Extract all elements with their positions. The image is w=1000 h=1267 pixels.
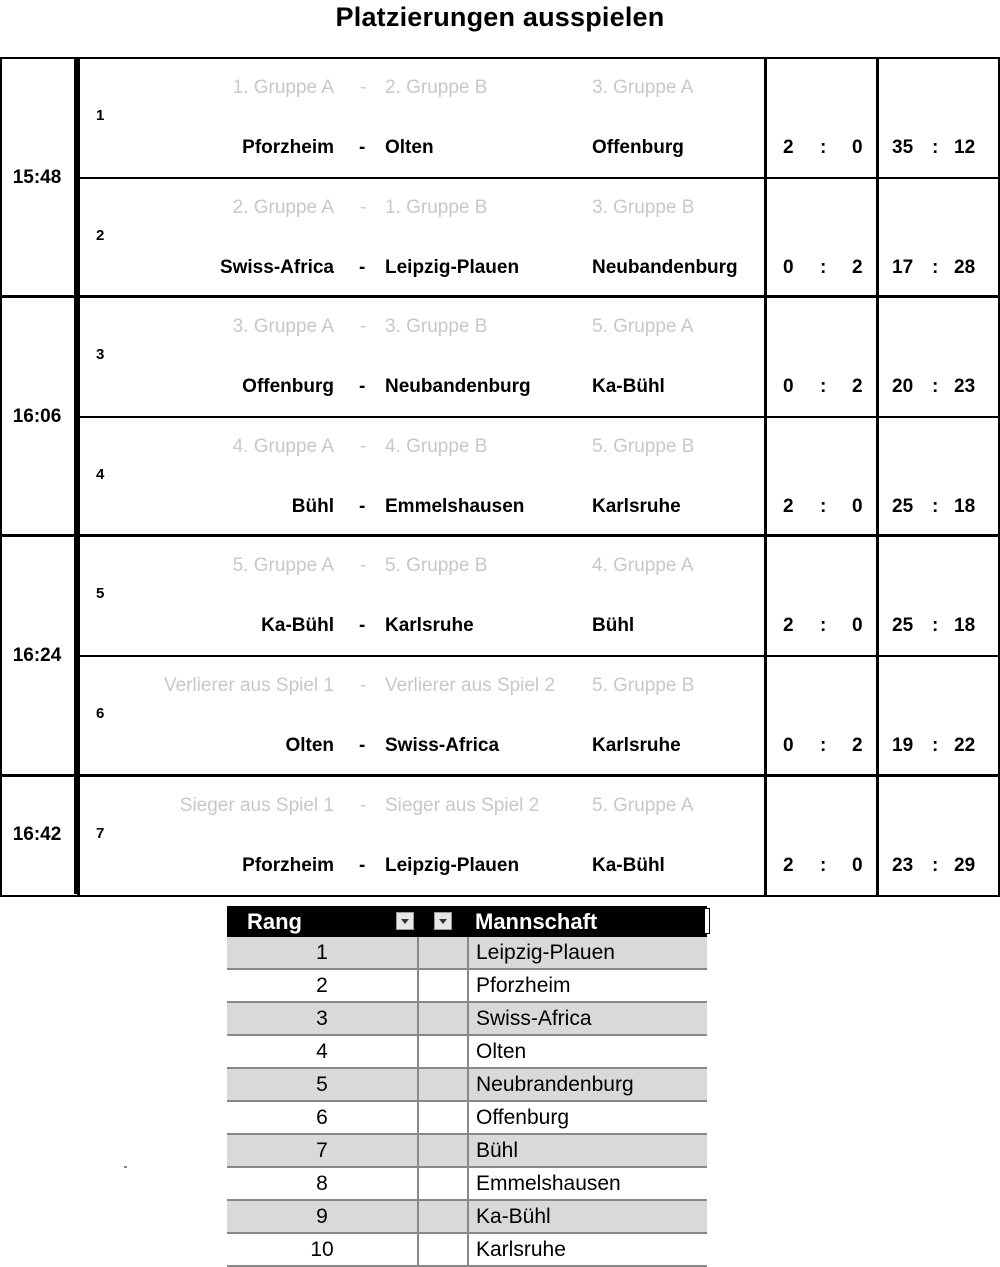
- blank-cell: [418, 1134, 468, 1167]
- blank-cell: [418, 969, 468, 1002]
- sets-away: 2: [852, 376, 863, 398]
- sets-home: 2: [783, 854, 794, 876]
- placeholder-dash: -: [360, 435, 367, 457]
- referee-team: Bühl: [592, 615, 635, 637]
- game-row: [80, 535, 998, 653]
- home-team: Bühl: [291, 495, 334, 517]
- blank-cell: [418, 1068, 468, 1101]
- blank-cell: [418, 1167, 468, 1200]
- score-colon: :: [932, 376, 939, 398]
- versus-dash: -: [359, 256, 366, 278]
- ranking-row: [227, 969, 707, 1002]
- points-home: 35: [892, 137, 914, 158]
- placeholder-away: 2. Gruppe B: [385, 77, 488, 98]
- placeholder-home: 2. Gruppe A: [232, 196, 334, 218]
- rank-cell: 4: [227, 1035, 418, 1068]
- placeholder-away: 5. Gruppe B: [385, 555, 488, 577]
- score-colon: :: [820, 735, 827, 756]
- ranking-row: [227, 1200, 707, 1233]
- score-colon: :: [932, 735, 939, 756]
- filter-dropdown-icon[interactable]: [434, 912, 452, 930]
- sets-away: 0: [852, 137, 863, 158]
- game-number: 4: [96, 465, 105, 483]
- ranking-row: [227, 1002, 707, 1035]
- team-cell: Offenburg: [468, 1101, 707, 1134]
- time-slot: 15:48: [0, 59, 77, 296]
- points-away: 22: [954, 735, 976, 756]
- blank-cell: [418, 1101, 468, 1134]
- placeholder-away: Verlierer aus Spiel 2: [385, 675, 556, 696]
- blank-cell: [418, 1035, 468, 1068]
- sets-away: 0: [852, 495, 863, 517]
- versus-dash: -: [359, 854, 366, 876]
- sets-home: 0: [783, 256, 794, 278]
- ranking-header-row: [227, 906, 707, 937]
- game-row: [80, 177, 998, 295]
- referee-team: Offenburg: [592, 137, 684, 158]
- placeholder-home: Sieger aus Spiel 1: [179, 794, 334, 816]
- game-number: 2: [96, 226, 105, 244]
- points-away: 28: [954, 256, 976, 278]
- game-row: [80, 775, 998, 893]
- placeholder-referee: 5. Gruppe B: [592, 675, 695, 696]
- away-team: Olten: [385, 137, 434, 158]
- referee-team: Karlsruhe: [592, 735, 681, 756]
- sets-home: 0: [783, 735, 794, 756]
- sets-away: 2: [852, 256, 863, 278]
- ranking-body: [227, 937, 707, 1266]
- header-end-marker: [704, 908, 710, 934]
- home-team: Swiss-Africa: [219, 256, 334, 278]
- game-row: [80, 296, 998, 414]
- points-away: 12: [954, 137, 976, 158]
- ranking-row: [227, 1167, 707, 1200]
- sets-home: 2: [783, 495, 794, 517]
- placeholder-away: 1. Gruppe B: [385, 196, 488, 218]
- ranking-row: [227, 1134, 707, 1167]
- team-cell: Swiss-Africa: [468, 1002, 707, 1035]
- page-title: Platzierungen ausspielen: [335, 2, 665, 32]
- rank-cell: 1: [227, 937, 418, 969]
- rank-cell: 6: [227, 1101, 418, 1134]
- versus-dash: -: [359, 137, 366, 158]
- rank-cell: 2: [227, 969, 418, 1002]
- placeholder-dash: -: [360, 316, 367, 338]
- sets-home: 2: [783, 137, 794, 158]
- ranking-row: [227, 1068, 707, 1101]
- points-home: 19: [892, 735, 914, 756]
- versus-dash: -: [359, 495, 366, 517]
- score-colon: :: [820, 854, 827, 876]
- team-cell: Bühl: [468, 1134, 707, 1167]
- rank-cell: 5: [227, 1068, 418, 1101]
- referee-team: Neubandenburg: [592, 256, 738, 278]
- sets-away: 2: [852, 735, 863, 756]
- placeholder-home: 4. Gruppe A: [232, 435, 334, 457]
- blank-cell: [418, 1002, 468, 1035]
- referee-team: Ka-Bühl: [592, 376, 665, 398]
- team-cell: Pforzheim: [468, 969, 707, 1002]
- blank-cell: [418, 1233, 468, 1266]
- score-colon: :: [932, 256, 939, 278]
- schedule-table: [0, 57, 1000, 897]
- placeholder-dash: -: [360, 555, 367, 577]
- score-colon: :: [820, 615, 827, 637]
- rank-cell: 7: [227, 1134, 418, 1167]
- home-team: Olten: [285, 735, 334, 756]
- placeholder-dash: -: [360, 77, 367, 98]
- game-row: [80, 655, 998, 773]
- ranking-table: [227, 906, 707, 1267]
- placeholder-dash: -: [360, 196, 367, 218]
- team-cell: Olten: [468, 1035, 707, 1068]
- score-colon: :: [932, 137, 939, 158]
- ranking-header-rang: [227, 906, 418, 937]
- placeholder-away: Sieger aus Spiel 2: [385, 794, 540, 816]
- sets-away: 0: [852, 615, 863, 637]
- score-colon: :: [820, 495, 827, 517]
- away-team: Neubandenburg: [385, 376, 531, 398]
- points-away: 18: [954, 615, 976, 637]
- rank-cell: 10: [227, 1233, 418, 1266]
- game-number: 1: [96, 107, 105, 124]
- home-team: Ka-Bühl: [261, 615, 334, 637]
- game-row: [80, 416, 998, 534]
- away-team: Swiss-Africa: [385, 735, 500, 756]
- ranking-row: [227, 1035, 707, 1068]
- away-team: Leipzig-Plauen: [385, 256, 520, 278]
- time-slot: 16:42: [0, 777, 77, 895]
- rank-cell: 3: [227, 1002, 418, 1035]
- away-team: Emmelshausen: [385, 495, 525, 517]
- team-cell: Leipzig-Plauen: [468, 937, 707, 969]
- team-cell: Neubrandenburg: [468, 1068, 707, 1101]
- sets-column-divider: [764, 57, 767, 897]
- points-home: 23: [892, 854, 914, 876]
- game-number: 5: [96, 585, 105, 603]
- filter-dropdown-icon[interactable]: [396, 912, 414, 930]
- game-number: 3: [96, 346, 105, 364]
- ranking-row: [227, 1101, 707, 1134]
- blank-cell: [418, 1200, 468, 1233]
- game-number: 7: [96, 824, 105, 842]
- game-row: [80, 57, 998, 175]
- home-team: Pforzheim: [242, 137, 334, 158]
- placeholder-home: 5. Gruppe A: [232, 555, 334, 577]
- placeholder-referee: 3. Gruppe A: [592, 77, 694, 98]
- referee-team: Ka-Bühl: [592, 854, 665, 876]
- versus-dash: -: [359, 735, 366, 756]
- ranking-header-team: [468, 906, 707, 937]
- ranking-row: [227, 937, 707, 969]
- time-column-divider: [77, 57, 80, 897]
- placeholder-referee: 5. Gruppe A: [592, 316, 694, 338]
- placeholder-home: 3. Gruppe A: [232, 316, 334, 338]
- points-home: 25: [892, 495, 914, 517]
- placeholder-dash: -: [360, 675, 367, 696]
- placeholder-referee: 5. Gruppe B: [592, 435, 695, 457]
- placeholder-home: Verlierer aus Spiel 1: [163, 675, 334, 696]
- home-team: Pforzheim: [242, 854, 334, 876]
- points-home: 20: [892, 376, 914, 398]
- home-team: Offenburg: [242, 376, 334, 398]
- referee-team: Karlsruhe: [592, 495, 681, 517]
- ranking-header-rang-label: Rang: [247, 908, 302, 934]
- sets-away: 0: [852, 854, 863, 876]
- score-colon: :: [820, 137, 827, 158]
- blank-cell: [418, 937, 468, 969]
- points-home: 17: [892, 256, 914, 278]
- points-away: 18: [954, 495, 976, 517]
- stray-mark: [124, 1166, 127, 1168]
- away-team: Karlsruhe: [385, 615, 474, 637]
- away-team: Leipzig-Plauen: [385, 854, 520, 876]
- time-slot: 16:06: [0, 298, 77, 535]
- time-slot: 16:24: [0, 537, 77, 774]
- score-colon: :: [932, 495, 939, 517]
- score-colon: :: [820, 376, 827, 398]
- team-cell: Ka-Bühl: [468, 1200, 707, 1233]
- points-away: 23: [954, 376, 976, 398]
- sets-home: 0: [783, 376, 794, 398]
- placeholder-home: 1. Gruppe A: [232, 77, 334, 98]
- score-colon: :: [820, 256, 827, 278]
- points-column-divider: [876, 57, 879, 897]
- points-home: 25: [892, 615, 914, 637]
- game-number: 6: [96, 705, 105, 722]
- points-away: 29: [954, 854, 976, 876]
- sets-home: 2: [783, 615, 794, 637]
- placeholder-dash: -: [360, 794, 367, 816]
- ranking-header-team-label: Mannschaft: [475, 908, 598, 934]
- placeholder-away: 4. Gruppe B: [385, 435, 488, 457]
- team-cell: Karlsruhe: [468, 1233, 707, 1266]
- ranking-header-blank: [418, 906, 468, 937]
- placeholder-referee: 3. Gruppe B: [592, 196, 695, 218]
- ranking-row: [227, 1233, 707, 1266]
- placeholder-away: 3. Gruppe B: [385, 316, 488, 338]
- versus-dash: -: [359, 615, 366, 637]
- placeholder-referee: 5. Gruppe A: [592, 794, 694, 816]
- placeholder-referee: 4. Gruppe A: [592, 555, 694, 577]
- rank-cell: 9: [227, 1200, 418, 1233]
- team-cell: Emmelshausen: [468, 1167, 707, 1200]
- rank-cell: 8: [227, 1167, 418, 1200]
- versus-dash: -: [359, 376, 366, 398]
- score-colon: :: [932, 615, 939, 637]
- score-colon: :: [932, 854, 939, 876]
